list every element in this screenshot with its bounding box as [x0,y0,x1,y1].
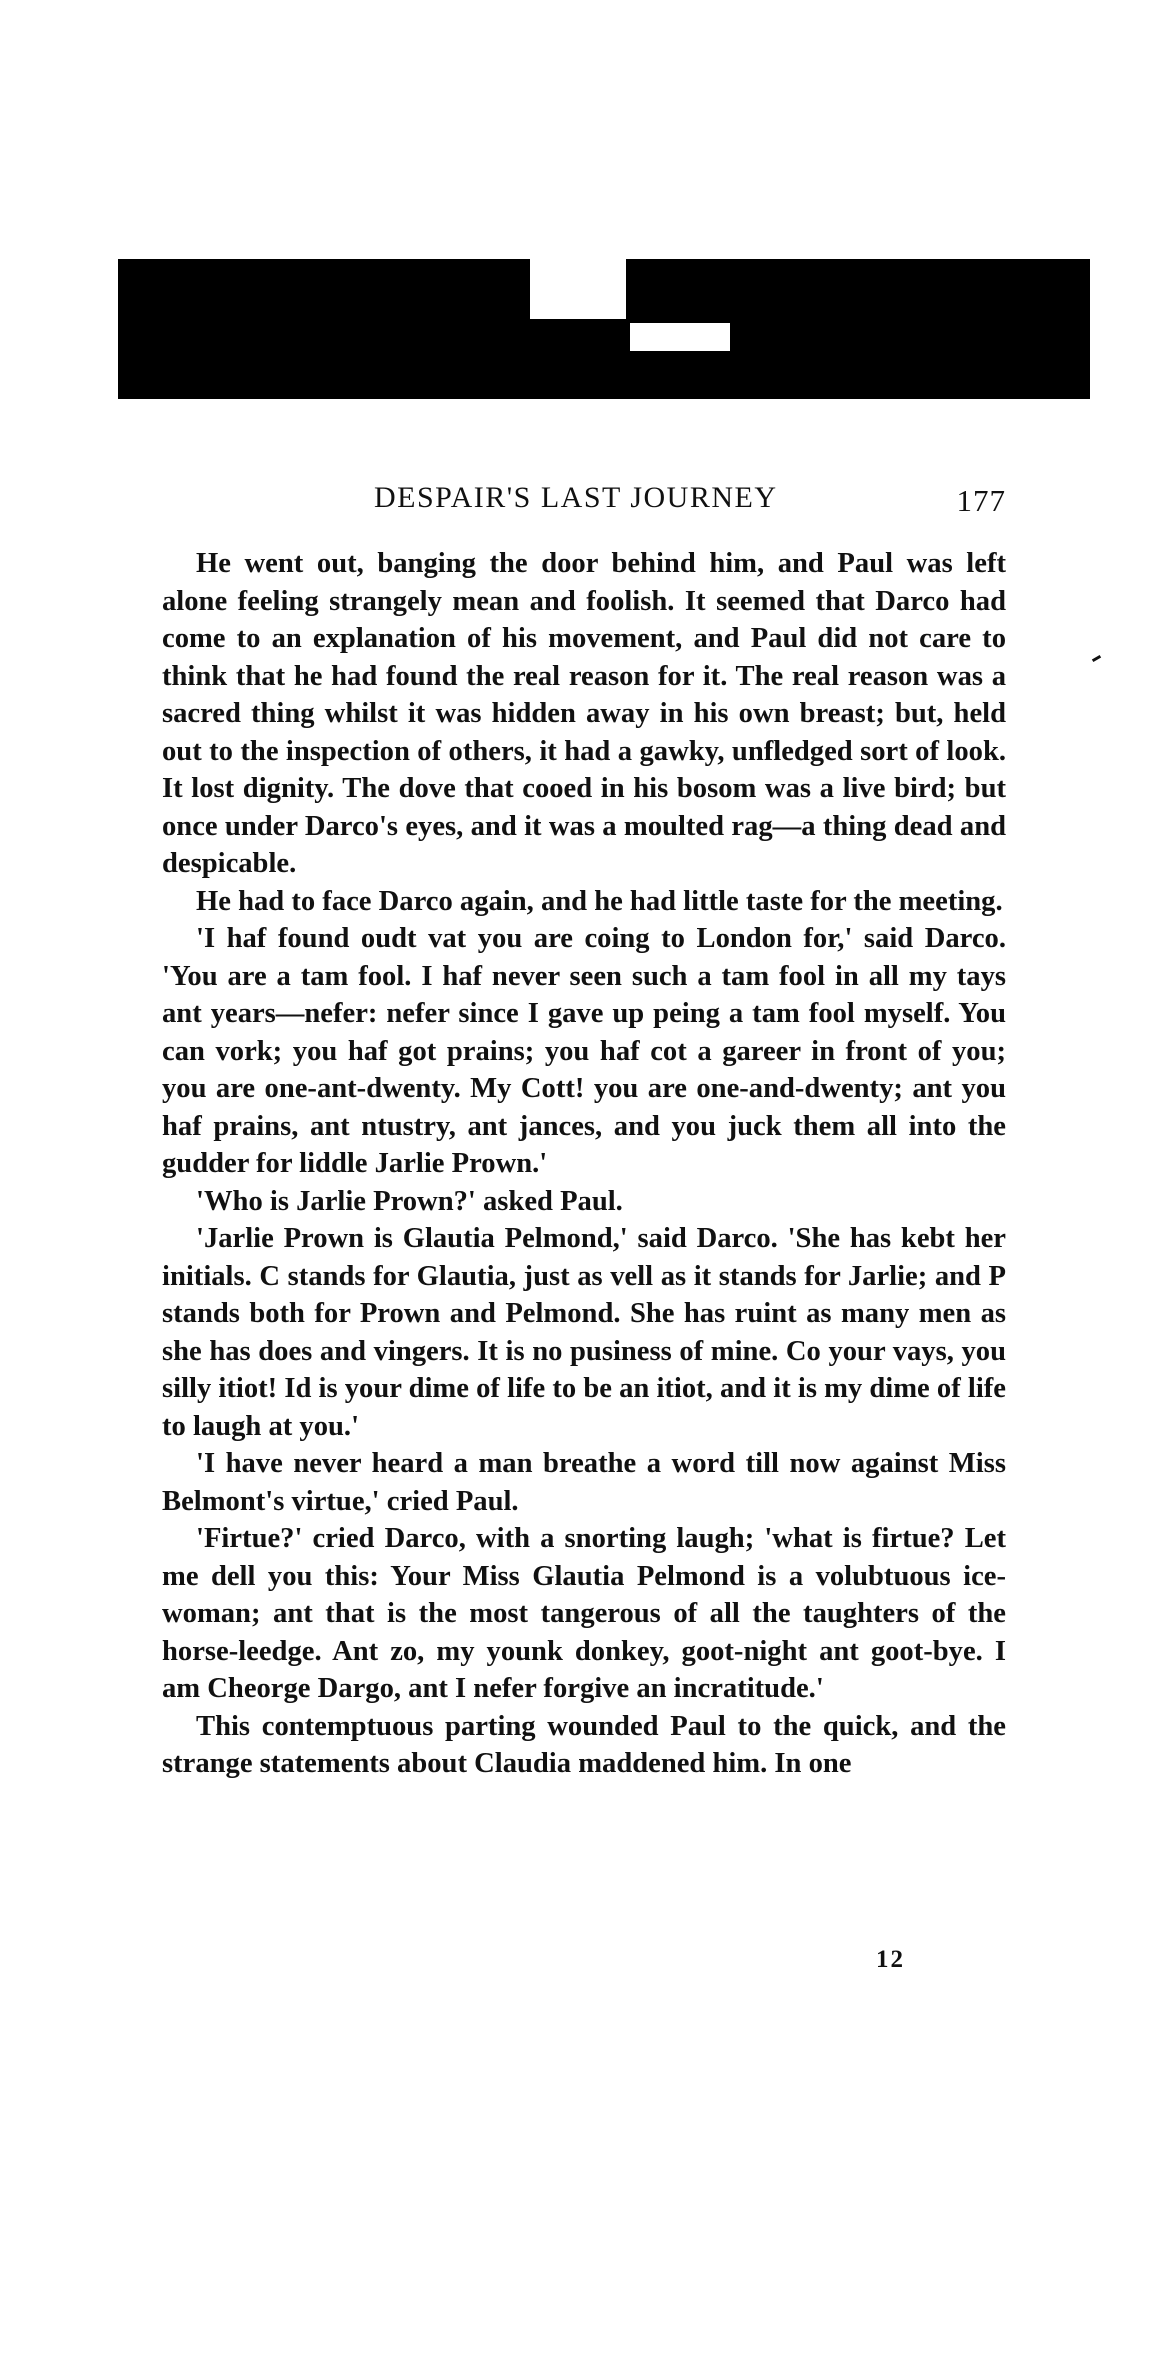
body-text [162,545,1006,1783]
paragraph: 'I haf found oudt vat you are coing to London for,' said Darco. 'You are a tam fool. I haf never seen such a tam fool in all my tays ant years—nefer: nefer since I gave up peing a tam fool myself. You can vork; you haf got prains; you haf cot a gareer in front of you; you are one-ant-dwenty. My Cott! you are one-and-dwenty; ant you haf prains, ant ntustry, ant jances, and you juck them all into the gudder for liddle Jarlie Prown.' [162,923,1006,1179]
page-number: 177 [956,483,1006,518]
paragraph: He had to face Darco again, and he had little taste for the meeting. [196,885,1003,917]
paragraph: 'Firtue?' cried Darco, with a snorting laugh; 'what is firtue? Let me dell you this: Your Miss Glautia Pelmond is a volubtuous ice-woman; ant that is the most tangerous of all the taughters of the horse-leedge. Ant zo, my younk donkey, goot-night ant goot-bye. I am Cheorge Dargo, ant I nefer forgive an incratitude.' [162,1523,1006,1704]
paragraph: 'Jarlie Prown is Glautia Pelmond,' said Darco. 'She has kebt her initials. C stands for Glautia, just as vell as it stands for Jarlie; and P stands both for Prown and Pelmond. She has ruint as many men as she has does and vingers. It is no pusiness of mine. Co your vays, you silly itiot! Id is your dime of life to be an itiot, and it is my dime of life to laugh at you.' [162,1223,1006,1442]
signature-mark: 12 [876,1946,905,1973]
scan-band-notch [530,259,626,319]
paragraph: This contemptuous parting wounded Paul to the quick, and the strange statements about Claudia maddened him. In one [162,1710,1006,1779]
paragraph: 'Who is Jarlie Prown?' asked Paul. [196,1185,623,1217]
paragraph: He went out, banging the door behind him, and Paul was left alone feeling strangely mean and foolish. It seemed that Darco had come to an explanation of his movement, and Paul did not care to think that he had found the real reason for it. The real reason was a sacred thing whilst it was hidden away in his own breast; but, held out to the inspection of others, it had a gawky, unfledged sort of look. It lost dignity. The dove that cooed in his bosom was a live bird; but once under Darco's eyes, and it was a moulted rag—a thing dead and despicable. [162,548,1006,879]
paragraph: 'I have never heard a man breathe a word till now against Miss Belmont's virtue,' cried Paul. [162,1448,1006,1517]
stray-ink-mark [1092,655,1101,662]
running-head [162,481,1006,521]
running-title: DESPAIR'S LAST JOURNEY [374,481,778,514]
scan-band-notch [630,323,730,351]
